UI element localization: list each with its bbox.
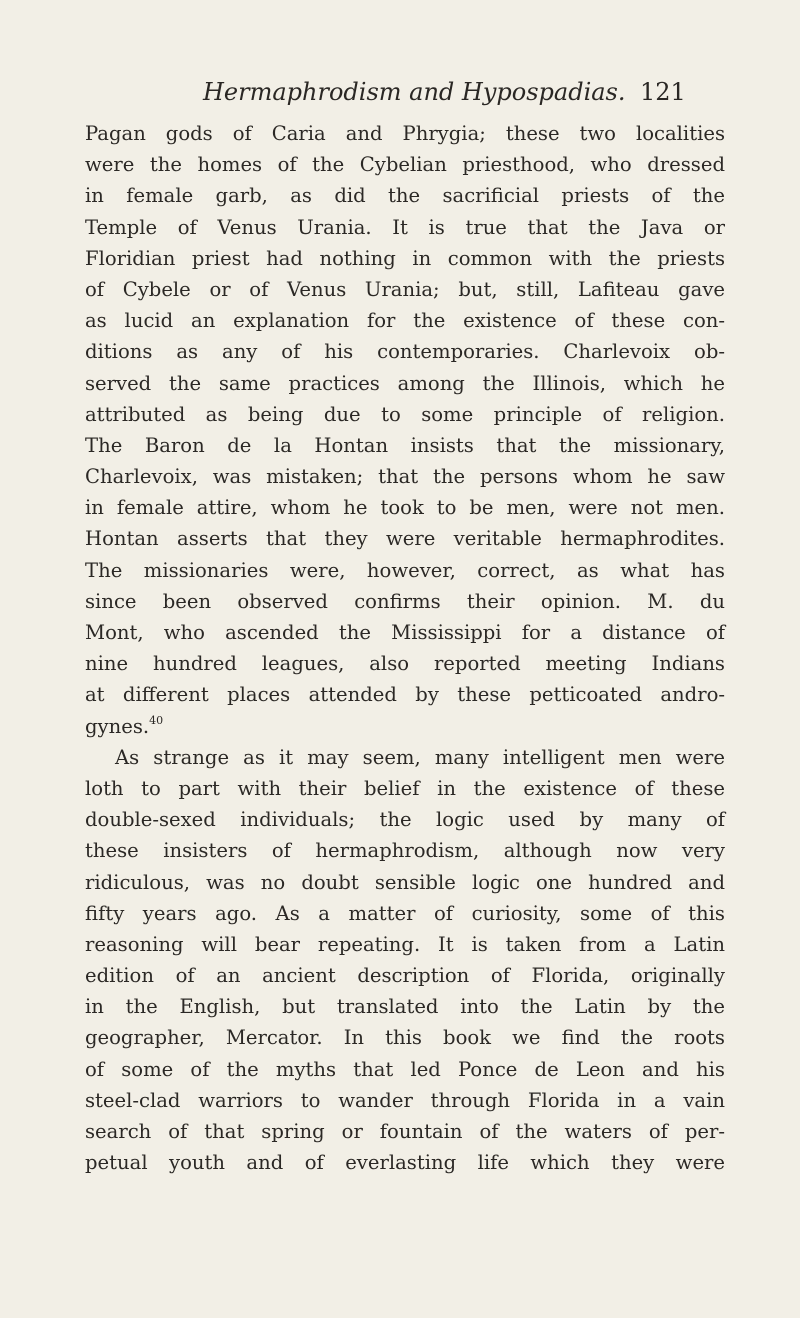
text-line: as lucid an explanation for the existence of these con-: [85, 309, 725, 333]
text-line: Mont, who ascended the Mississippi for a distance of: [85, 621, 725, 644]
text-line: petual youth and of everlasting life which they were: [85, 1151, 725, 1175]
text-line: served the same practices among the Illinois, which he: [85, 371, 725, 395]
text-line: were the homes of the Cybelian priesthood, who dressed: [85, 153, 725, 177]
text-line: geographer, Mercator. In this book we find the roots: [85, 1026, 725, 1050]
text-line: loth to part with their belief in the existence of these: [85, 776, 725, 800]
text-line: The missionaries were, however, correct, as what has: [85, 558, 725, 582]
text-line: Hontan asserts that they were veritable hermaphrodites.: [85, 527, 725, 551]
text-line: in the English, but translated into the Latin by the: [85, 995, 725, 1019]
text-line: As strange as it may seem, many intelligent men were: [115, 745, 725, 769]
text-line-content: gynes.: [85, 714, 150, 738]
body-text: [85, 118, 725, 1178]
text-line: search of that spring or fountain of the waters of per-: [85, 1120, 725, 1143]
text-line: in female attire, whom he took to be men, were not men.: [85, 496, 725, 520]
text-line: [85, 711, 725, 742]
text-line: edition of an ancient description of Florida, originally: [85, 964, 725, 988]
text-line: ditions as any of his contemporaries. Charlevoix ob-: [85, 340, 725, 364]
text-line: fifty years ago. As a matter of curiosity, some of this: [85, 901, 725, 925]
text-line: at different places attended by these petticoated andro-: [85, 683, 725, 707]
text-line: attributed as being due to some principle of religion.: [85, 402, 725, 426]
text-line: The Baron de la Hontan insists that the missionary,: [85, 433, 725, 457]
text-line: reasoning will bear repeating. It is taken from a Latin: [85, 932, 725, 956]
text-line: steel-clad warriors to wander through Florida in a vain: [85, 1088, 725, 1112]
text-line: these insisters of hermaphrodism, although now very: [85, 839, 725, 863]
running-head: [0, 78, 800, 114]
text-line: in female garb, as did the sacrificial priests of the: [85, 184, 725, 208]
text-line: of some of the myths that led Ponce de Leon and his: [85, 1057, 725, 1081]
text-line: Charlevoix, was mistaken; that the persons whom he saw: [85, 465, 725, 489]
text-line: of Cybele or of Venus Urania; but, still, Lafiteau gave: [85, 277, 725, 301]
text-line: Pagan gods of Caria and Phrygia; these two localities: [85, 122, 725, 145]
text-line: double-sexed individuals; the logic used by many of: [85, 808, 725, 832]
text-line: Floridian priest had nothing in common with the priests: [85, 246, 725, 270]
text-line: ridiculous, was no doubt sensible logic one hundred and: [85, 870, 725, 894]
page-number: 121: [640, 78, 686, 106]
text-line: since been observed confirms their opinion. M. du: [85, 589, 725, 613]
running-head-title: Hermaphrodism and Hypospadias.: [203, 78, 626, 106]
footnote-reference: 40: [149, 713, 164, 727]
text-line: nine hundred leagues, also reported meeting Indians: [85, 652, 725, 676]
text-line: Temple of Venus Urania. It is true that the Java or: [85, 215, 725, 239]
